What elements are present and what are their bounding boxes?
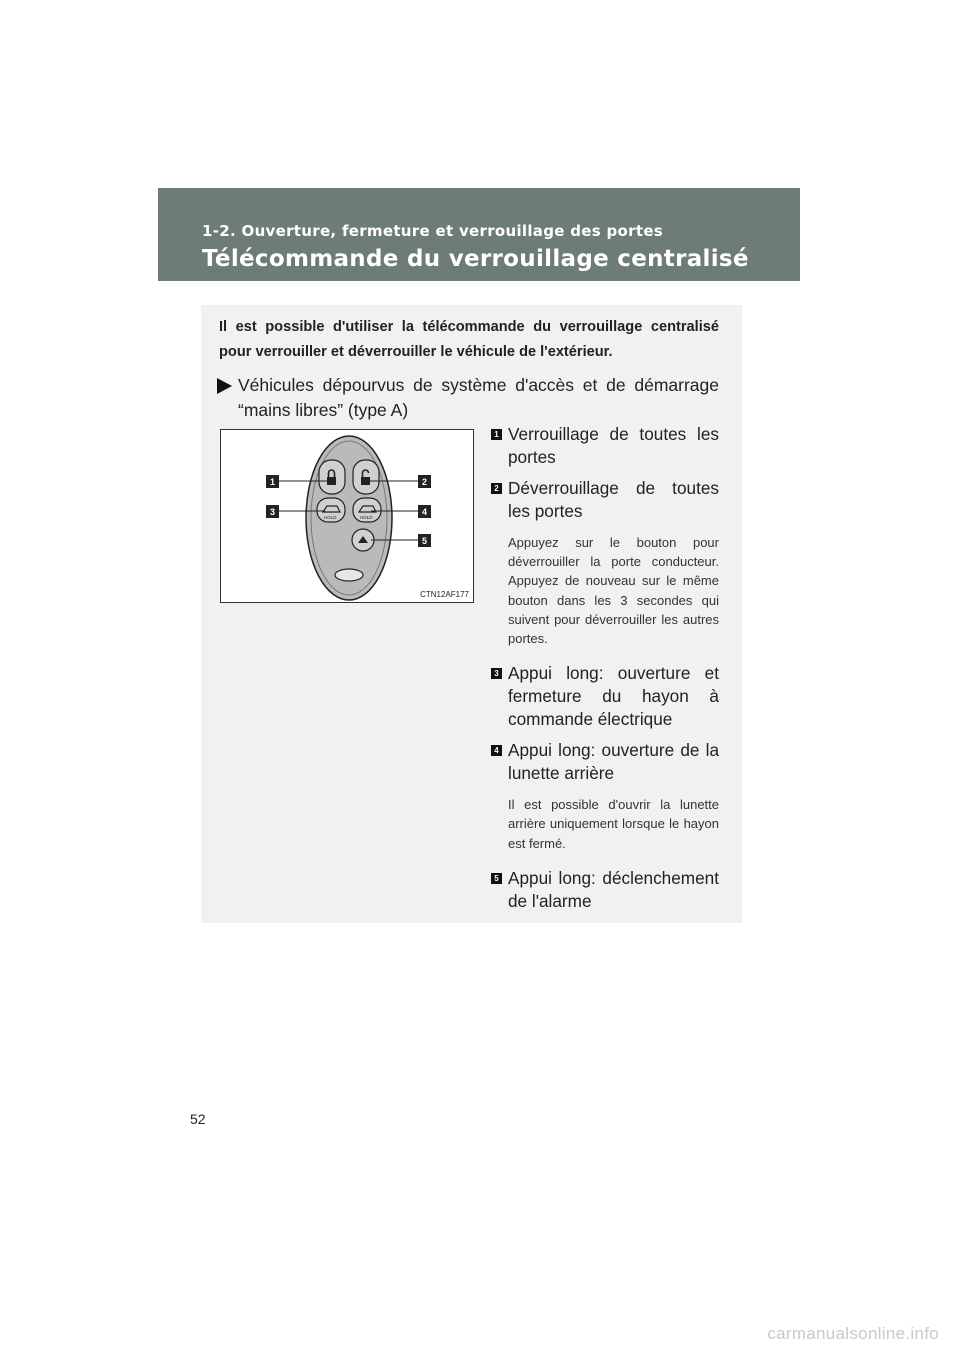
- list-item: [491, 423, 719, 469]
- content-panel: [201, 305, 742, 923]
- triangle-bullet-icon: [217, 378, 232, 394]
- item-number-badge: 4: [491, 745, 502, 756]
- page-title: Télécommande du verrouillage centralisé: [202, 246, 749, 272]
- hold-label-left: HOLD: [324, 515, 337, 520]
- callout-number-4: 4: [421, 507, 428, 517]
- item-number-badge: 3: [491, 668, 502, 679]
- image-code: CTN12AF177: [420, 590, 469, 599]
- item-note: Appuyez sur le bouton pour déverrouiller la porte conducteur. Appuyez de nouveau sur le même bouton dans les 3 secondes qui suivent pour déverrouiller les autres portes.: [508, 535, 719, 647]
- callout-number-3: 3: [269, 507, 276, 517]
- item-text: Appui long: déclenchement de l'alarme: [508, 867, 719, 911]
- section-label: 1-2. Ouverture, fermeture et verrouillage des portes: [202, 222, 664, 240]
- list-item: [491, 662, 719, 731]
- list-item: [491, 739, 719, 853]
- callout-number-5: 5: [421, 536, 428, 546]
- remote-key-fob-icon: [221, 430, 473, 602]
- watermark: carmanualsonline.info: [767, 1324, 939, 1343]
- item-number-badge: 1: [491, 429, 502, 440]
- key-ring-slot: [335, 569, 363, 581]
- header-band: [158, 188, 800, 281]
- item-text: Appui long: ouverture et fermeture du hayon à commande électrique: [508, 663, 719, 730]
- item-note: Il est possible d'ouvrir la lunette arrière uniquement lorsque le hayon est fermé.: [508, 797, 719, 851]
- remote-illustration: [220, 429, 474, 603]
- callout-number-1: 1: [269, 477, 276, 487]
- page-number: 52: [190, 1111, 206, 1127]
- item-text: Appui long: ouverture de la lunette arrière: [508, 740, 719, 784]
- type-heading: [217, 373, 719, 423]
- callout-number-2: 2: [421, 477, 428, 487]
- item-text: Déverrouillage de toutes les portes: [508, 478, 719, 521]
- hold-label-right: HOLD: [360, 515, 373, 520]
- intro-paragraph: Il est possible d'utiliser la télécommande du verrouillage centralisé pour verrouiller et déverrouiller le véhicule de l'extérieur.: [219, 319, 719, 360]
- item-list: [491, 423, 719, 921]
- type-heading-text: Véhicules dépourvus de système d'accès et de démarrage “mains libres” (type A): [238, 375, 719, 420]
- item-number-badge: 5: [491, 873, 502, 884]
- list-item: [491, 477, 719, 648]
- item-number-badge: 2: [491, 483, 502, 494]
- list-item: [491, 867, 719, 913]
- item-text: Verrouillage de toutes les portes: [508, 424, 719, 467]
